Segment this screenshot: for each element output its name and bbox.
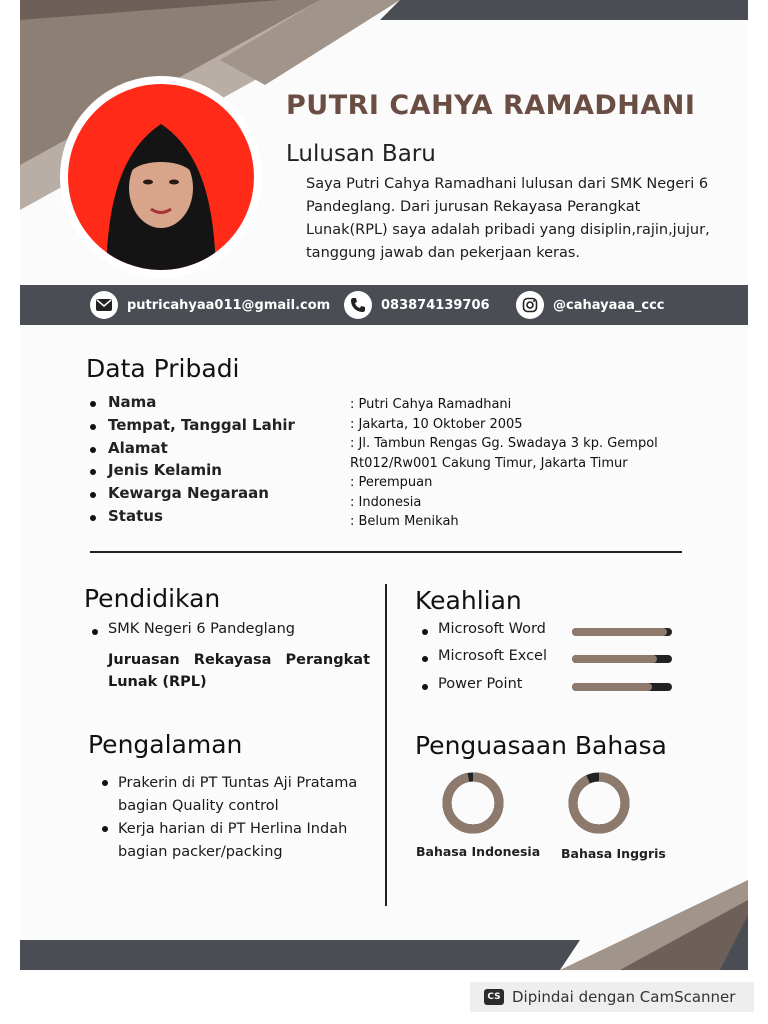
section-divider [90, 551, 682, 553]
label-address: Alamat [90, 439, 295, 462]
camscanner-text: Dipindai dengan CamScanner [512, 988, 736, 1006]
skill-excel-label: Microsoft Excel [418, 648, 547, 664]
skill-excel [418, 648, 678, 670]
skill-word [418, 621, 678, 643]
skill-powerpoint-label: Power Point [418, 676, 522, 692]
language-ring-inggris [566, 770, 632, 836]
value-gender: : Perempuan [350, 475, 433, 490]
language-indonesia-label: Bahasa Indonesia [416, 844, 541, 859]
contact-email[interactable] [90, 291, 330, 319]
profile-summary: Saya Putri Cahya Ramadhani lulusan dari SMK Negeri 6 Pandeglang. Dari jurusan Rekayasa Perangkat Lunak(RPL) saya adalah pribadi yang disiplin,rajin,jujur, tanggung jawab dan pekerjaan keras. [306, 176, 710, 261]
candidate-subtitle: Lulusan Baru [286, 141, 436, 167]
personal-data-labels [90, 393, 295, 530]
label-nationality: Kewarga Negaraan [90, 484, 295, 507]
phone-icon [344, 291, 372, 319]
label-status: Status [90, 507, 295, 530]
experience-item: Kerja harian di PT Herlina Indah bagian packer/packing [100, 818, 370, 863]
instagram-icon [516, 291, 544, 319]
cv-sheet [20, 0, 748, 972]
education-major: Juruasan Rekayasa Perangkat Lunak (RPL) [108, 652, 370, 690]
skill-word-label: Microsoft Word [418, 621, 546, 637]
languages-heading: Penguasaan Bahasa [415, 731, 667, 760]
language-inggris-label: Bahasa Inggris [561, 846, 666, 861]
camscanner-badge [470, 982, 754, 1012]
email-text: putricahyaa011@gmail.com [127, 297, 331, 313]
label-gender: Jenis Kelamin [90, 461, 295, 484]
experience-heading: Pengalaman [88, 730, 243, 759]
contact-instagram[interactable] [516, 291, 665, 319]
language-ring-indonesia [440, 770, 506, 836]
experience-item: Prakerin di PT Tuntas Aji Pratama bagian Quality control [100, 772, 370, 817]
phone-text: 083874139706 [381, 297, 490, 313]
bottom-decoration [20, 860, 748, 972]
camscanner-logo-icon: CS [484, 989, 504, 1005]
personal-data-heading: Data Pribadi [86, 354, 240, 383]
personal-data-values [350, 395, 658, 532]
value-birth: : Jakarta, 10 Oktober 2005 [350, 416, 523, 432]
profile-photo [68, 84, 254, 270]
envelope-icon [90, 291, 118, 319]
instagram-text: @cahayaaa_ccc [553, 297, 665, 313]
candidate-name: PUTRI CAHYA RAMADHANI [286, 90, 696, 121]
label-birth: Tempat, Tanggal Lahir [90, 416, 295, 439]
column-divider [385, 584, 387, 906]
skill-powerpoint-fill [572, 683, 652, 691]
education-heading: Pendidikan [84, 584, 221, 613]
skill-excel-fill [572, 655, 657, 663]
skill-word-bar [572, 628, 672, 636]
value-address-line2: Rt012/Rw001 Cakung Timur, Jakarta Timur [350, 455, 628, 471]
value-nationality: : Indonesia [350, 494, 422, 510]
label-nama: Nama [90, 393, 295, 416]
skill-excel-bar [572, 655, 672, 663]
experience-list [100, 772, 370, 864]
value-address-line1: : Jl. Tambun Rengas Gg. Swadaya 3 kp. Gempol [350, 436, 658, 451]
skills-heading: Keahlian [415, 586, 522, 615]
value-status: : Belum Menikah [350, 514, 459, 529]
skill-powerpoint [418, 676, 678, 698]
skill-powerpoint-bar [572, 683, 672, 691]
skill-word-fill [572, 628, 667, 636]
education-school: SMK Negeri 6 Pandeglang [90, 621, 295, 637]
contact-phone[interactable] [344, 291, 490, 319]
value-nama: : Putri Cahya Ramadhani [350, 397, 512, 412]
